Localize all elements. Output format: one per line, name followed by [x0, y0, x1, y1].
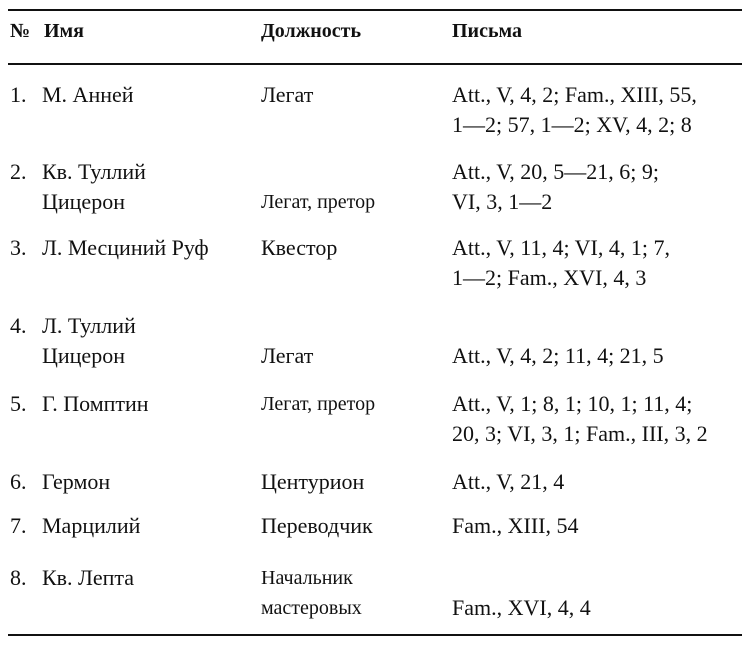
person-name-line: Г. Помптин	[42, 391, 149, 416]
letters-reference-line: Fam., XIII, 54	[452, 513, 579, 538]
spacer	[261, 311, 446, 341]
position-title-line: Переводчик	[261, 513, 373, 538]
position-title-line: Центурион	[261, 469, 365, 494]
position-title-line: Легат	[261, 82, 314, 107]
letters-reference-line: Fam., XVI, 4, 4	[452, 595, 591, 620]
letters-reference	[452, 511, 748, 541]
position-title-line: Легат, претор	[261, 191, 376, 213]
person-name-line: М. Анней	[42, 82, 134, 107]
letters-reference-line: Att., V, 11, 4; VI, 4, 1; 7,	[452, 235, 670, 260]
letters-reference	[452, 80, 748, 140]
letters-reference	[452, 311, 748, 371]
row-number: 1.	[10, 82, 27, 107]
spacer	[452, 311, 748, 341]
position-title	[261, 467, 446, 497]
person-name-line: Гермон	[42, 469, 111, 494]
position-title	[261, 233, 446, 263]
table-header-rule	[8, 63, 742, 65]
position-title-line: мастеровых	[261, 597, 362, 619]
position-title	[261, 389, 446, 419]
letters-reference-line: Att., V, 1; 8, 1; 10, 1; 11, 4;	[452, 391, 693, 416]
letters-reference-line: VI, 3, 1—2	[452, 189, 553, 214]
person-name-line: Л. Туллий	[42, 313, 136, 338]
person-name	[42, 233, 257, 263]
row-number: 6.	[10, 469, 27, 494]
letters-reference	[452, 563, 748, 623]
person-name	[42, 311, 257, 371]
position-title	[261, 80, 446, 110]
letters-reference	[452, 157, 748, 217]
letters-reference	[452, 233, 748, 293]
row-number: 5.	[10, 391, 27, 416]
person-name	[42, 467, 257, 497]
person-name-line: Л. Месциний Руф	[42, 235, 209, 260]
person-name	[42, 157, 257, 217]
table-top-rule	[8, 9, 742, 11]
person-name-line: Цицерон	[42, 343, 125, 368]
row-number: 2.	[10, 159, 27, 184]
person-name	[42, 511, 257, 541]
letters-reference-line: Att., V, 20, 5—21, 6; 9;	[452, 159, 659, 184]
letters-reference-line: 1—2; Fam., XVI, 4, 3	[452, 265, 647, 290]
position-title	[261, 563, 446, 623]
letters-reference-line: 1—2; 57, 1—2; XV, 4, 2; 8	[452, 112, 692, 137]
position-title	[261, 311, 446, 371]
person-name	[42, 80, 257, 110]
position-title-line: Начальник	[261, 567, 353, 589]
row-number: 4.	[10, 313, 27, 338]
person-name-line: Кв. Туллий	[42, 159, 146, 184]
person-name-line: Марцилий	[42, 513, 141, 538]
header-position: Должность	[261, 20, 362, 42]
header-number: №	[10, 20, 31, 42]
letters-reference	[452, 389, 748, 449]
row-number: 7.	[10, 513, 27, 538]
person-name-line: Цицерон	[42, 189, 125, 214]
row-number: 3.	[10, 235, 27, 260]
header-letters: Письма	[452, 20, 523, 42]
row-number: 8.	[10, 565, 27, 590]
position-title	[261, 157, 446, 217]
position-title-line: Легат, претор	[261, 393, 376, 415]
spacer	[261, 157, 446, 187]
letters-reference-line: Att., V, 21, 4	[452, 469, 565, 494]
position-title-line: Легат	[261, 343, 314, 368]
letters-reference-line: Att., V, 4, 2; Fam., XIII, 55,	[452, 82, 697, 107]
person-name	[42, 389, 257, 419]
position-title-line: Квестор	[261, 235, 338, 260]
person-name	[42, 563, 257, 593]
letters-reference	[452, 467, 748, 497]
position-title	[261, 511, 446, 541]
person-name-line: Кв. Лепта	[42, 565, 135, 590]
letters-reference-line: 20, 3; VI, 3, 1; Fam., III, 3, 2	[452, 421, 708, 446]
spacer	[452, 563, 748, 593]
header-name: Имя	[44, 20, 84, 42]
table-bottom-rule	[8, 634, 742, 636]
letters-reference-line: Att., V, 4, 2; 11, 4; 21, 5	[452, 343, 664, 368]
